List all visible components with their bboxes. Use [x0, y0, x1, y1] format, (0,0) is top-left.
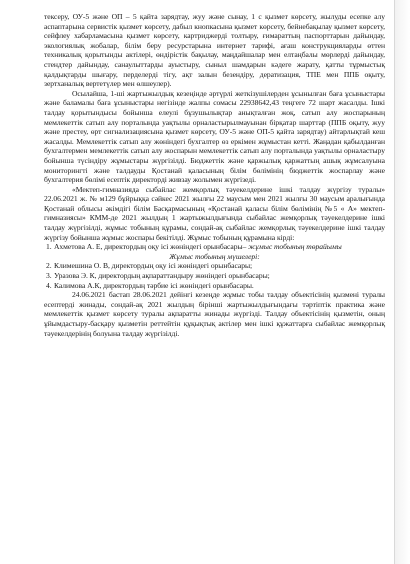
paragraph-working-period: 24.06.2021 бастап 28.06.2021 дейінгі кезеңде жұмыс тобы талдау объектісінің қызмені туралы есептерді жинады, сондай-ақ 2021 жылдың бірінші жартыжылдығындағы тәртіптік практика және мемлекеттік қызмет көрсету туралы ақпаратты жинады жүргізді. Талдау объектісінің қызметін, оның ұйымдастыру-басқару қызметін реттейтін құқықтық актілер мен ішкі құжаттарға сыбайлас жемқорлық тәуекелдерінің болуына талдау жүргізілді. — [44, 290, 385, 338]
list-number: 3. — [46, 271, 52, 281]
list-number: 4. — [46, 280, 52, 290]
list-number: 1. — [46, 242, 52, 252]
members-list — [44, 261, 385, 290]
list-item-text: Уразова Э. К, директордың ақпараттандыру жөніндегі орынбасары; — [54, 271, 270, 281]
page-shadow — [395, 0, 410, 564]
list-item — [44, 261, 385, 271]
paragraph-procurement-summary: Осылайша, 1-ші жартыжылдық кезеңінде әртүрлі жеткізушілерден ұсынылған баға ұсыныстары және баламалы баға ұсыныстары негізінде жалпы сомасы 22938642,43 теңгеге 72 шарт жасалды. Ішкі талдау қорытындысы бойынша елеулі бұзушылықтар анықталған жоқ, сатып алу жоспарының мемлекеттік сатып алу порталында уақтылы орналастырылмауынан бірқатар шарттар (ППБ оқыту, жуу және престеу, өрт сигнализациясына қызмет көрсету, ОУ-5 және ОП-5 қайта зарядтау) айтарлықтай кеш жасалды. Мемлекеттік сатып алу жөніндегі бухгалтер өз еркімен жұмыстан кетті. Жаңадан қабылданған бухгалтермен мемлекеттік сатып алу жоспарын мемлекеттік сатып алу порталында уақтылы орналастыру бойынша түсіндіру жұмыстары жүргізілді. Бюджеттік және қаржылық қаржаттың ашық жұмсалуына мониторингті және талдауды Қостанай қаласының білім бөлімінің бюджеттік жоспарлау және бухгалтерия бөлімі есептік директорді живзау жолымен жүргізеді. — [44, 88, 385, 185]
document-body — [44, 12, 385, 338]
list-item-text: Климешина О. В, директордың оқу ісі жөніндегі орынбасары; — [54, 261, 253, 271]
paragraph-continuation: тексеру, ОУ-5 және ОП – 5 қайта зарядтау, жуу және сынау, 1 с қызмет көрсету, жылуды есепке алу аспаптарына сервистік қызмет көрсету, дабыл кнопкасына қызмет көрсету, бейнебақылау қызмет көрсету, сейфлеу хабарламасына қызмет көрсету, картриджерді толтыру, ғимараттың паспорттарын дайындау, экологиялық жобалар, білім беру ресурстарына интернет тарифі, ағаш конструкцияларды өттен техникалық қорытынды актілері, өндірістік бақылау, маңдайшалар мен елтаңбалы мөрлерді дайындау, стендтер дайындау, санаулыттарды ауыстыру, сыныл шамдарын кәдеге жарату, қатты тұрмыстық қалдықтарды шығару, перделерді тігу, ақт залын безендіру, дератизация, ТПЕ мен ППБ оқыту, зертханалық вертетүлер мен өлшеулер). — [44, 12, 385, 89]
paragraph-internal-analysis: «Мектеп-гимназияда сыбайлас жемқорлық тәуекелдерине ішкі талдау жүргізу туралы» 22.06.2021 ж. № м129 бұйрыққа сәйкес 2021 жылғы 22 маусым мен 2021 жылғы 30 маусым аралығында Қостанай облысы әкімдігі білім Басқармасының «Қостанай қаласы білім бөлімінің №5 « А» мектеп-гимназиясы» КММ-де 2021 жылдың 1 жартыжылдығында сыбайлас жемқорлық тәуекелдерине ішкі талдау жүргізілді, жұмыс тобының құрамы, сондай-ақ сыбайлас жемқорлық тәуекелдерине ішкі талдау жүргізу бойынша жұмыс жоспары бекітілді. Жұмыс тобының құрамына кірді: — [44, 184, 385, 242]
list-item — [44, 271, 385, 281]
list-item-text: Калимова А.К, директордың тәрбие ісі жөніндегі орынбасары. — [54, 280, 254, 290]
chair-list — [44, 242, 385, 252]
members-label: Жұмыс тобының мүшелері: — [169, 251, 260, 261]
list-number: 2. — [46, 261, 52, 271]
list-item — [44, 281, 385, 291]
list-item-role: жұмыс тобының төрайымы — [248, 242, 342, 252]
list-item-text: Ахметова А. Е, директордың оқу ісі жөніндегі орынбасары– — [54, 242, 247, 252]
list-item — [44, 242, 385, 252]
